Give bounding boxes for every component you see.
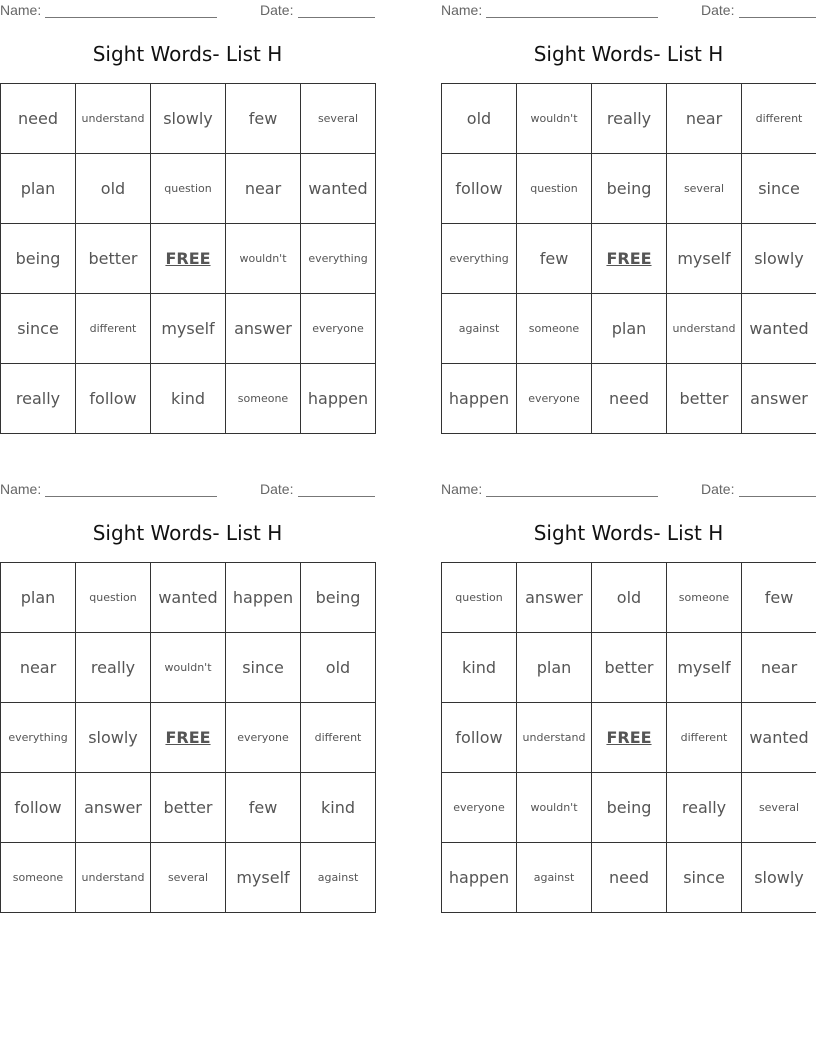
grid-row [1, 294, 376, 364]
word-cell[interactable]: wanted [742, 703, 816, 773]
word-cell[interactable]: since [742, 154, 816, 224]
name-label: Name: [441, 481, 483, 497]
grid-row [442, 294, 816, 364]
bingo-card [0, 479, 375, 919]
word-cell[interactable]: happen [442, 364, 517, 434]
word-cell[interactable]: different [76, 294, 151, 364]
word-cell[interactable]: understand [667, 294, 742, 364]
word-cell[interactable]: everything [442, 224, 517, 294]
bingo-card [441, 479, 816, 919]
word-cell[interactable]: myself [151, 294, 226, 364]
word-cell[interactable]: need [592, 843, 667, 913]
word-cell[interactable]: different [742, 84, 816, 154]
word-cell[interactable]: really [76, 633, 151, 703]
word-cell[interactable]: near [1, 633, 76, 703]
word-cell[interactable]: myself [226, 843, 301, 913]
date-blank-line[interactable] [739, 17, 816, 18]
card-title: Sight Words- List H [533, 42, 724, 66]
word-cell[interactable]: really [592, 84, 667, 154]
word-cell[interactable]: question [151, 154, 226, 224]
grid-row [442, 224, 816, 294]
grid-row [442, 84, 816, 154]
word-cell[interactable]: need [1, 84, 76, 154]
grid-row [442, 633, 816, 703]
word-cell[interactable]: need [592, 364, 667, 434]
date-label: Date: [701, 481, 735, 497]
word-cell[interactable]: happen [226, 563, 301, 633]
word-cell[interactable]: against [517, 843, 592, 913]
word-cell[interactable]: different [301, 703, 376, 773]
word-cell[interactable]: follow [442, 703, 517, 773]
word-cell[interactable]: old [592, 563, 667, 633]
word-cell[interactable]: everyone [301, 294, 376, 364]
word-cell[interactable]: slowly [742, 843, 816, 913]
card-title: Sight Words- List H [92, 42, 283, 66]
grid-row [1, 843, 376, 913]
word-cell[interactable]: happen [301, 364, 376, 434]
word-cell[interactable]: understand [517, 703, 592, 773]
name-blank-line[interactable] [45, 496, 217, 497]
word-cell[interactable]: wanted [301, 154, 376, 224]
word-cell[interactable]: myself [667, 224, 742, 294]
bingo-card [441, 0, 816, 440]
word-cell[interactable]: near [667, 84, 742, 154]
word-cell[interactable]: answer [76, 773, 151, 843]
word-cell[interactable]: better [151, 773, 226, 843]
word-cell[interactable]: someone [667, 563, 742, 633]
word-cell[interactable]: slowly [742, 224, 816, 294]
word-cell[interactable]: answer [226, 294, 301, 364]
bingo-grid [441, 562, 816, 913]
grid-row [1, 633, 376, 703]
word-cell[interactable]: against [442, 294, 517, 364]
word-cell[interactable]: different [667, 703, 742, 773]
word-cell[interactable]: someone [517, 294, 592, 364]
word-cell[interactable]: follow [76, 364, 151, 434]
word-cell[interactable]: better [592, 633, 667, 703]
date-label: Date: [701, 2, 735, 18]
word-cell[interactable]: since [226, 633, 301, 703]
word-cell[interactable]: question [76, 563, 151, 633]
word-cell[interactable]: plan [1, 154, 76, 224]
name-blank-line[interactable] [45, 17, 217, 18]
word-cell[interactable]: near [742, 633, 816, 703]
word-cell[interactable]: understand [76, 84, 151, 154]
grid-row [442, 773, 816, 843]
word-cell[interactable]: few [742, 563, 816, 633]
word-cell[interactable]: everything [301, 224, 376, 294]
date-blank-line[interactable] [298, 17, 375, 18]
grid-row [442, 154, 816, 224]
bingo-grid [0, 562, 376, 913]
word-cell[interactable]: few [226, 773, 301, 843]
bingo-card [0, 0, 375, 440]
word-cell[interactable]: understand [76, 843, 151, 913]
word-cell[interactable]: better [76, 224, 151, 294]
word-cell[interactable]: being [592, 154, 667, 224]
word-cell[interactable]: wanted [151, 563, 226, 633]
card-title: Sight Words- List H [92, 521, 283, 545]
name-label: Name: [0, 2, 42, 18]
grid-row [442, 843, 816, 913]
word-cell[interactable]: really [667, 773, 742, 843]
word-cell[interactable]: happen [442, 843, 517, 913]
word-cell[interactable]: several [742, 773, 816, 843]
name-label: Name: [0, 481, 42, 497]
word-cell[interactable]: everything [1, 703, 76, 773]
name-blank-line[interactable] [486, 17, 658, 18]
word-cell[interactable]: old [301, 633, 376, 703]
grid-row [1, 154, 376, 224]
word-cell[interactable]: slowly [76, 703, 151, 773]
word-cell[interactable]: really [1, 364, 76, 434]
word-cell[interactable]: wouldn't [517, 84, 592, 154]
free-space-cell[interactable]: FREE [151, 224, 226, 294]
word-cell[interactable]: several [667, 154, 742, 224]
word-cell[interactable]: since [667, 843, 742, 913]
grid-row [442, 703, 816, 773]
word-cell[interactable]: someone [226, 364, 301, 434]
word-cell[interactable]: several [301, 84, 376, 154]
date-label: Date: [260, 2, 294, 18]
free-space-cell[interactable]: FREE [592, 703, 667, 773]
word-cell[interactable]: kind [301, 773, 376, 843]
date-blank-line[interactable] [739, 496, 816, 497]
free-space-cell[interactable]: FREE [592, 224, 667, 294]
word-cell[interactable]: myself [667, 633, 742, 703]
word-cell[interactable]: answer [742, 364, 816, 434]
name-date-header [0, 2, 375, 20]
word-cell[interactable]: several [151, 843, 226, 913]
word-cell[interactable]: old [442, 84, 517, 154]
word-cell[interactable]: follow [442, 154, 517, 224]
grid-row [442, 364, 816, 434]
word-cell[interactable]: plan [517, 633, 592, 703]
word-cell[interactable]: slowly [151, 84, 226, 154]
grid-row [1, 364, 376, 434]
bingo-grid [441, 83, 816, 434]
word-cell[interactable]: everyone [517, 364, 592, 434]
grid-row [442, 563, 816, 633]
name-blank-line[interactable] [486, 496, 658, 497]
word-cell[interactable]: plan [1, 563, 76, 633]
word-cell[interactable]: against [301, 843, 376, 913]
word-cell[interactable]: near [226, 154, 301, 224]
grid-row [1, 703, 376, 773]
grid-row [1, 773, 376, 843]
name-label: Name: [441, 2, 483, 18]
word-cell[interactable]: being [1, 224, 76, 294]
word-cell[interactable]: wouldn't [151, 633, 226, 703]
name-date-header [441, 2, 816, 20]
name-date-header [441, 481, 816, 499]
word-cell[interactable]: question [517, 154, 592, 224]
word-cell[interactable]: few [517, 224, 592, 294]
word-cell[interactable]: since [1, 294, 76, 364]
free-space-cell[interactable]: FREE [151, 703, 226, 773]
bingo-grid [0, 83, 376, 434]
card-title: Sight Words- List H [533, 521, 724, 545]
word-cell[interactable]: kind [151, 364, 226, 434]
grid-row [1, 224, 376, 294]
grid-row [1, 563, 376, 633]
word-cell[interactable]: everyone [226, 703, 301, 773]
word-cell[interactable]: follow [1, 773, 76, 843]
word-cell[interactable]: wanted [742, 294, 816, 364]
word-cell[interactable]: wouldn't [517, 773, 592, 843]
name-date-header [0, 481, 375, 499]
word-cell[interactable]: few [226, 84, 301, 154]
word-cell[interactable]: everyone [442, 773, 517, 843]
word-cell[interactable]: old [76, 154, 151, 224]
date-blank-line[interactable] [298, 496, 375, 497]
word-cell[interactable]: someone [1, 843, 76, 913]
word-cell[interactable]: answer [517, 563, 592, 633]
word-cell[interactable]: being [301, 563, 376, 633]
word-cell[interactable]: being [592, 773, 667, 843]
word-cell[interactable]: better [667, 364, 742, 434]
word-cell[interactable]: kind [442, 633, 517, 703]
word-cell[interactable]: question [442, 563, 517, 633]
word-cell[interactable]: wouldn't [226, 224, 301, 294]
grid-row [1, 84, 376, 154]
word-cell[interactable]: plan [592, 294, 667, 364]
date-label: Date: [260, 481, 294, 497]
